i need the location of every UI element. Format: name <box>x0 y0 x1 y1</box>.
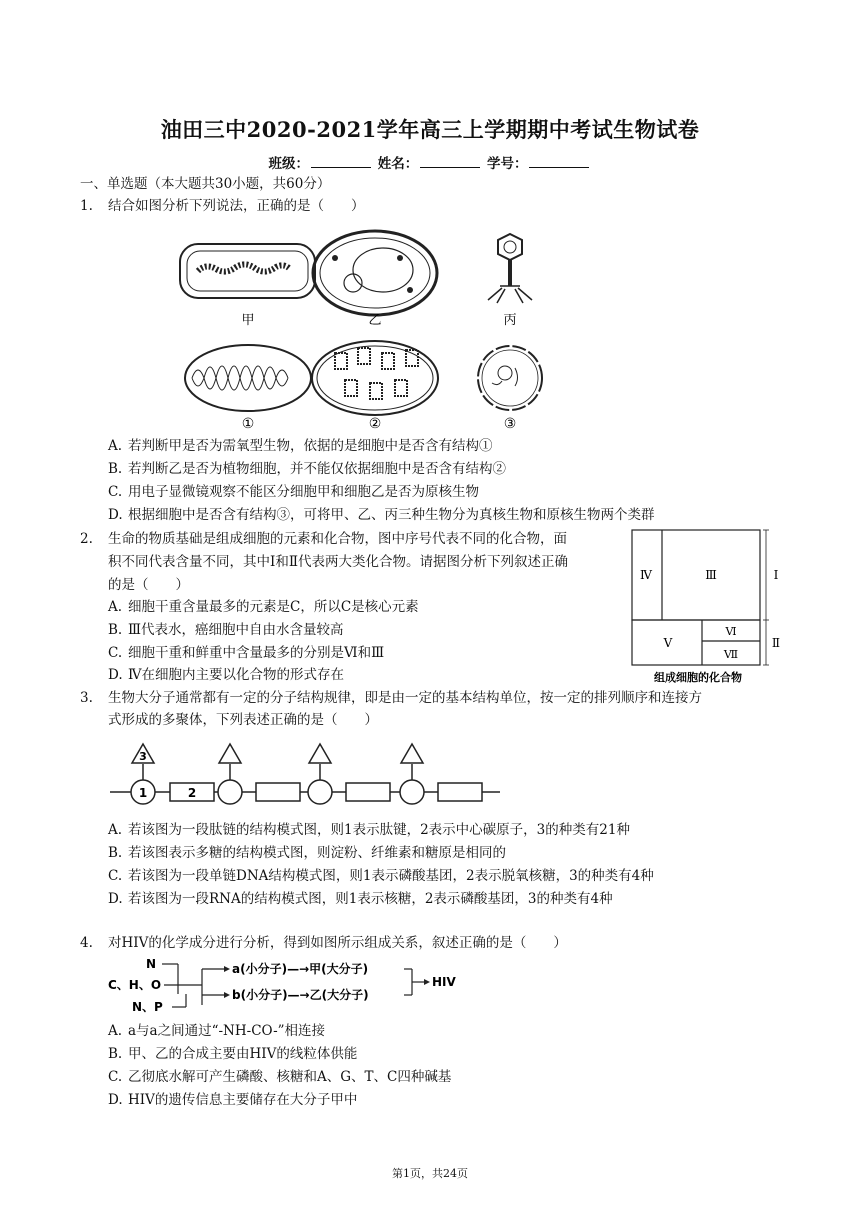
q2-number: 2. <box>80 531 93 547</box>
label-i: Ⅰ <box>773 568 779 582</box>
element-cho: C、H、O <box>108 978 162 992</box>
q2-option-a[interactable]: A. 细胞干重含量最多的元素是C，所以C是核心元素 <box>108 599 419 615</box>
q1-number: 1. <box>80 198 93 214</box>
fig-label-1: ① <box>241 416 255 432</box>
fig-label-yi: 乙 <box>368 313 382 328</box>
q4-hiv-figure <box>106 955 466 1017</box>
q3-option-a[interactable]: A. 若该图为一段肽链的结构模式图，则1表示肽键，2表示中心碳原子，3的种类有21种 <box>108 822 630 838</box>
q1-option-a[interactable]: A. 若判断甲是否为需氧型生物，依据的是细胞中是否含有结构① <box>108 438 493 454</box>
label-iii: Ⅲ <box>705 568 717 582</box>
fig-label-2: ② <box>368 416 382 432</box>
label-vi: Ⅵ <box>725 625 737 638</box>
id-blank[interactable] <box>529 155 589 168</box>
q4-number: 4. <box>80 935 93 951</box>
q3-polymer-figure <box>108 740 508 810</box>
name-label: 姓名： <box>377 156 419 172</box>
q4-option-c[interactable]: C. 乙彻底水解可产生磷酸、核糖和A、G、T、C四种碱基 <box>108 1069 452 1085</box>
q3-option-b[interactable]: B. 若该图表示多糖的结构模式图，则淀粉、纤维素和糖原是相同的 <box>108 845 506 861</box>
section-heading: 一、单选题（本大题共30小题，共60分） <box>80 176 331 192</box>
hiv-label: HIV <box>432 975 456 989</box>
class-label: 班级： <box>268 156 310 172</box>
q1-figure <box>170 228 570 438</box>
q3-stem-line2: 式形成的多聚体，下列表述正确的是（ ） <box>108 712 378 728</box>
q1-option-c[interactable]: C. 用电子显微镜观察不能区分细胞甲和细胞乙是否为原核生物 <box>108 484 479 500</box>
q3-number: 3. <box>80 690 93 706</box>
class-blank[interactable] <box>311 155 371 168</box>
fig-label-two: 2 <box>187 786 197 800</box>
q2-option-c[interactable]: C. 细胞干重和鲜重中含量最多的分别是Ⅵ和Ⅲ <box>108 645 385 661</box>
name-blank[interactable] <box>420 155 480 168</box>
q1-option-b[interactable]: B. 若判断乙是否为植物细胞，并不能仅依据细胞中是否含有结构② <box>108 461 506 477</box>
fig-label-jia: 甲 <box>241 313 255 328</box>
page-footer: 第1页，共24页 <box>392 1167 468 1180</box>
element-n: N <box>146 957 157 971</box>
element-np: N、P <box>132 1000 163 1014</box>
label-vii: Ⅶ <box>723 648 739 661</box>
q2-stem-line2: 积不同代表含量不同，其中Ⅰ和Ⅱ代表两大类化合物。请据图分析下列叙述正确 <box>108 554 569 570</box>
q2-compound-figure <box>630 528 786 688</box>
student-info <box>0 152 860 172</box>
page-title: 油田三中2020-2021学年高三上学期期中考试生物试卷 <box>160 117 700 142</box>
label-ii: Ⅱ <box>771 636 781 650</box>
q4-option-b[interactable]: B. 甲、乙的合成主要由HIV的线粒体供能 <box>108 1046 358 1062</box>
q2-stem-line3: 的是（ ） <box>108 577 189 593</box>
q1-option-d[interactable]: D. 根据细胞中是否含有结构③，可将甲、乙、丙三种生物分为真核生物和原核生物两个类群 <box>108 507 655 523</box>
q4-option-a[interactable]: A. a与a之间通过“-NH-CO-”相连接 <box>108 1023 326 1039</box>
fig-label-three: 3 <box>139 750 147 763</box>
figure-caption: 组成细胞的化合物 <box>654 671 742 684</box>
q3-option-c[interactable]: C. 若该图为一段单链DNA结构模式图，则1表示磷酸基团，2表示脱氧核糖，3的种类有4种 <box>108 868 654 884</box>
fig-label-3: ③ <box>503 416 517 432</box>
q2-option-d[interactable]: D. Ⅳ在细胞内主要以化合物的形式存在 <box>108 667 344 683</box>
q4-option-d[interactable]: D. HIV的遗传信息主要储存在大分子甲中 <box>108 1092 358 1108</box>
label-iv: Ⅳ <box>640 568 652 582</box>
fig-label-bing: 丙 <box>503 313 517 328</box>
row-b: b(小分子)—→乙(大分子) <box>232 988 369 1002</box>
q3-option-d[interactable]: D. 若该图为一段RNA的结构模式图，则1表示核糖，2表示磷酸基团，3的种类有4种 <box>108 891 613 907</box>
q3-stem-line1: 生物大分子通常都有一定的分子结构规律，即是由一定的基本结构单位，按一定的排列顺序和连接方 <box>108 690 702 706</box>
label-v: Ⅴ <box>663 636 673 650</box>
q2-option-b[interactable]: B. Ⅲ代表水，癌细胞中自由水含量较高 <box>108 622 344 638</box>
id-label: 学号： <box>486 156 528 172</box>
fig-label-one: 1 <box>138 786 148 800</box>
row-a: a(小分子)—→甲(大分子) <box>232 962 369 976</box>
q1-stem: 结合如图分析下列说法，正确的是（ ） <box>108 198 365 214</box>
q4-stem: 对HIV的化学成分进行分析，得到如图所示组成关系，叙述正确的是（ ） <box>108 935 567 951</box>
q2-stem-line1: 生命的物质基础是组成细胞的元素和化合物，图中序号代表不同的化合物，面 <box>108 531 567 547</box>
